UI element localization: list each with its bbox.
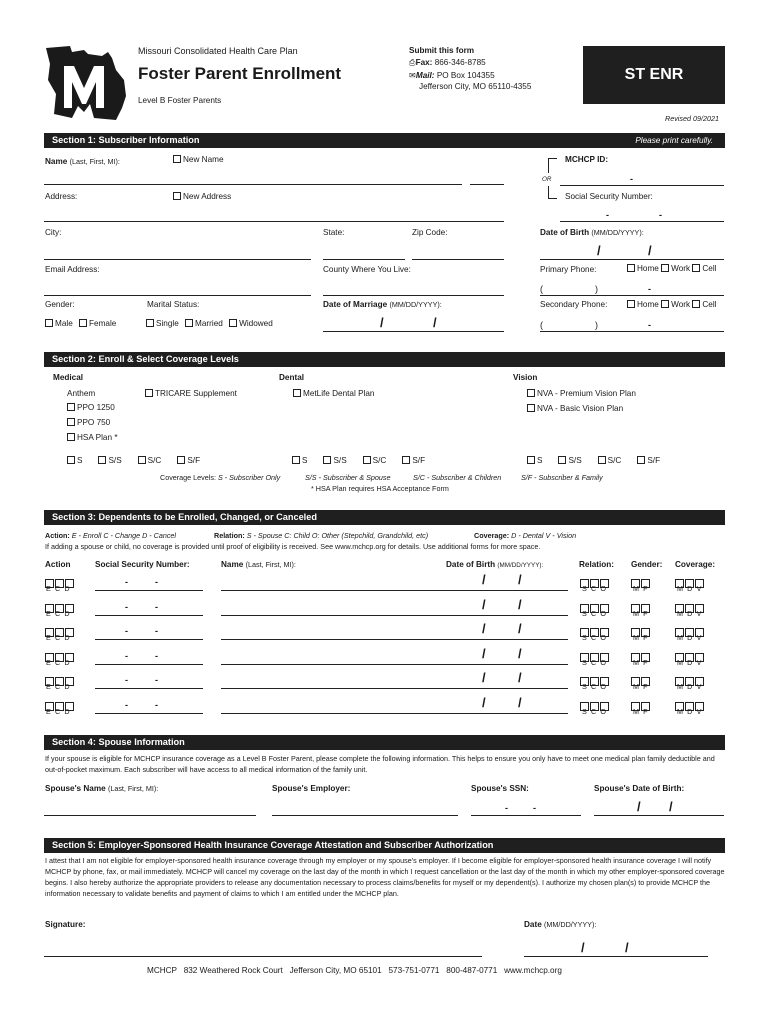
gender-label: Gender: <box>45 300 75 309</box>
dependent-name-line[interactable] <box>221 590 475 591</box>
dependent-ssn-line[interactable] <box>95 590 203 591</box>
spouse-ssn-line[interactable] <box>471 815 581 816</box>
col-action: Action <box>45 560 71 569</box>
signature-line[interactable] <box>44 956 482 957</box>
action-letters: ECD <box>46 609 74 618</box>
action-letters: ECD <box>46 682 74 691</box>
col-dob: Date of Birth (MM/DD/YYYY): <box>446 560 544 569</box>
relation-letters: SCO <box>582 658 611 667</box>
dependent-name-line[interactable] <box>221 639 475 640</box>
dependent-ssn-line[interactable] <box>95 688 203 689</box>
ssn-label: Social Security Number: <box>565 192 653 201</box>
col-name: Name (Last, First, MI): <box>221 560 296 569</box>
or-label: OR <box>542 176 552 183</box>
primary-phone-type[interactable]: Home Work Cell <box>627 264 716 273</box>
gender-letters: MF <box>633 658 652 667</box>
email-label: Email Address: <box>45 265 100 274</box>
address-line[interactable] <box>44 221 504 222</box>
mchcp-id-label: MCHCP ID: <box>565 155 609 164</box>
coverage-letters: MDV <box>677 584 706 593</box>
relation-letters: SCO <box>582 682 611 691</box>
form-code-box <box>583 46 725 104</box>
action-letters: ECD <box>46 707 74 716</box>
dependent-row: ECD - - / / SCO MF MDV <box>46 621 706 642</box>
coverage-letters: MDV <box>677 707 706 716</box>
coverage-letters: MDV <box>677 682 706 691</box>
nva-premium-checkbox[interactable]: NVA - Premium Vision Plan <box>527 389 636 398</box>
zip-line[interactable] <box>412 259 504 260</box>
spouse-dob-label: Spouse's Date of Birth: <box>594 784 685 793</box>
secondary-phone-field[interactable]: ( ) - <box>540 320 651 330</box>
signature-label: Signature: <box>45 920 86 929</box>
primary-phone-field[interactable]: ( ) - <box>540 284 651 294</box>
vision-levels[interactable]: S S/S S/C S/F <box>527 456 660 465</box>
action-letters: ECD <box>46 584 74 593</box>
dependent-dob-line[interactable] <box>446 639 568 640</box>
medical-levels[interactable]: S S/S S/C S/F <box>67 456 200 465</box>
gender-options[interactable]: Male Female <box>45 319 116 328</box>
coverage-legend: Coverage: D - Dental V - Vision <box>474 531 577 540</box>
medical-label: Medical <box>53 373 84 382</box>
gender-letters: MF <box>633 584 652 593</box>
section1-header: Section 1: Subscriber Information Please print carefully. <box>44 133 725 148</box>
section3-header: Section 3: Dependents to be Enrolled, Changed, or Canceled <box>44 510 725 525</box>
dental-label: Dental <box>279 373 305 382</box>
form-subtitle: Level B Foster Parents <box>138 96 222 105</box>
dom-label: Date of Marriage (MM/DD/YYYY): <box>323 300 442 309</box>
gender-letters: MF <box>633 633 652 642</box>
date-line[interactable] <box>524 956 708 957</box>
spouse-name-label: Spouse's Name (Last, First, MI): <box>45 784 159 793</box>
mchcp-id-line[interactable] <box>560 185 724 186</box>
dependent-ssn-line[interactable] <box>95 664 203 665</box>
revised-date: Revised 09/2021 <box>665 114 719 123</box>
col-relation: Relation: <box>579 560 615 569</box>
gender-letters: MF <box>633 682 652 691</box>
dependent-dob-line[interactable] <box>446 590 568 591</box>
state-label: State: <box>323 228 345 237</box>
spouse-employer-line[interactable] <box>272 815 458 816</box>
ssn-line[interactable] <box>560 221 724 222</box>
dependent-row: ECD - - / / SCO MF MDV <box>46 695 706 716</box>
relation-legend: Relation: S - Spouse C: Child O: Other (Stepchild, Grandchild, etc) <box>214 531 429 540</box>
relation-letters: SCO <box>582 633 611 642</box>
zip-label: Zip Code: <box>412 228 448 237</box>
mail-city: Jefferson City, MO 65110-4355 <box>419 82 532 91</box>
ppo750-checkbox[interactable]: PPO 750 <box>67 418 110 427</box>
name-mi-line[interactable] <box>470 184 504 185</box>
mchcp-logo <box>44 44 130 122</box>
dom-line[interactable] <box>323 331 504 332</box>
col-ssn: Social Security Number: <box>95 560 190 569</box>
dependent-row: ECD - - / / SCO MF MDV <box>46 670 706 691</box>
marital-options[interactable]: Single Married Widowed <box>146 319 273 328</box>
hsa-checkbox[interactable]: HSA Plan * <box>67 433 118 442</box>
col-gender: Gender: <box>631 560 663 569</box>
attestation-text: I attest that I am not eligible for employer-sponsored health insurance coverage through my employer or my spouse's employer. If I become eligible for employer-sponsored health insurance coverage I will notify MCHCP by phone, fax, or mail immediately. MCHCP will cancel my coverage on the last day of the month in which I request cancellation or the last day of the month in which my other employer-sponsored coverage begins. I also hereby authorize the appropriate providers to release any documentation necessary to process claims/benefits for myself or my dependent(s). I authorize my chosen plan(s) to provide MCHCP the information necessary to validate benefits and payment of claims to which I am entitled under the MCHCP plan. <box>45 856 725 898</box>
county-label: County Where You Live: <box>323 265 411 274</box>
cl-sf: S/F - Subscriber & Family <box>521 473 603 482</box>
submit-title: Submit this form <box>409 46 475 55</box>
secondary-phone-label: Secondary Phone: <box>540 300 608 309</box>
dependent-row: ECD - - / / SCO MF MDV <box>46 572 706 593</box>
spouse-text: If your spouse is eligible for MCHCP insurance coverage as a Level B Foster Parent, please complete the following information. This helps to ensure you only have to meet one medical plan family deductible and out-of-pocket maximum. Each subscriber will have access to all medical information of the family unit. <box>45 754 715 774</box>
coverage-letters: MDV <box>677 633 706 642</box>
dependent-name-line[interactable] <box>221 688 475 689</box>
dependent-dob-line[interactable] <box>446 615 568 616</box>
metlife-checkbox[interactable]: MetLife Dental Plan <box>293 389 374 398</box>
secondary-phone-type[interactable]: Home Work Cell <box>627 300 716 309</box>
coverage-letters: MDV <box>677 658 706 667</box>
dob-label: Date of Birth (MM/DD/YYYY): <box>540 228 644 237</box>
relation-letters: SCO <box>582 609 611 618</box>
printer-icon: ⎙ <box>409 58 416 67</box>
ppo1250-checkbox[interactable]: PPO 1250 <box>67 403 115 412</box>
dependent-name-line[interactable] <box>221 713 475 714</box>
action-legend: Action: E - Enroll C - Change D - Cancel <box>45 531 177 540</box>
print-note: Please print carefully. <box>635 136 713 145</box>
date-label: Date (MM/DD/YYYY): <box>524 920 597 929</box>
dependent-dob-line[interactable] <box>446 688 568 689</box>
relation-letters: SCO <box>582 584 611 593</box>
email-line[interactable] <box>44 295 311 296</box>
fax-line: ⎙Fax: 866-346-8785 <box>409 58 486 67</box>
primary-phone-label: Primary Phone: <box>540 265 597 274</box>
tricare-checkbox[interactable]: TRICARE Supplement <box>145 389 237 398</box>
marital-label: Marital Status: <box>147 300 200 309</box>
form-code: ST ENR <box>624 66 684 83</box>
org-name: Missouri Consolidated Health Care Plan <box>138 46 298 56</box>
dob-line[interactable] <box>540 259 724 260</box>
action-letters: ECD <box>46 658 74 667</box>
dental-levels[interactable]: S S/S S/C S/F <box>292 456 425 465</box>
footer-text: MCHCP 832 Weathered Rock Court Jefferson City, MO 65101 573-751-0771 800-487-0771 www.mchcp.org <box>147 966 562 975</box>
hsa-note: * HSA Plan requires HSA Acceptance Form <box>311 484 449 493</box>
name-line[interactable] <box>44 184 462 185</box>
dependents-note: If adding a spouse or child, no coverage is provided until proof of eligibility is received. See www.mchcp.org for details. Use additional forms for more space. <box>45 542 541 551</box>
action-letters: ECD <box>46 633 74 642</box>
spouse-ssn-label: Spouse's SSN: <box>471 784 529 793</box>
anthem-label: Anthem <box>67 389 96 398</box>
dependent-row: ECD - - / / SCO MF MDV <box>46 597 706 618</box>
cl-sc: S/C - Subscriber & Children <box>413 473 502 482</box>
new-address-checkbox[interactable]: New Address <box>173 192 231 201</box>
dependent-dob-line[interactable] <box>446 713 568 714</box>
form-title: Foster Parent Enrollment <box>138 64 342 83</box>
city-label: City: <box>45 228 62 237</box>
section2-header: Section 2: Enroll & Select Coverage Levels <box>44 352 725 367</box>
section4-header: Section 4: Spouse Information <box>44 735 725 750</box>
address-label: Address: <box>45 192 78 201</box>
spouse-name-line[interactable] <box>44 815 256 816</box>
dependent-name-line[interactable] <box>221 664 475 665</box>
county-line[interactable] <box>323 295 504 296</box>
dependent-name-line[interactable] <box>221 615 475 616</box>
coverage-letters: MDV <box>677 609 706 618</box>
col-coverage: Coverage: <box>675 560 716 569</box>
spouse-employer-label: Spouse's Employer: <box>272 784 351 793</box>
city-line[interactable] <box>44 259 311 260</box>
gender-letters: MF <box>633 609 652 618</box>
new-name-checkbox[interactable]: New Name <box>173 155 224 164</box>
dependent-ssn-line[interactable] <box>95 615 203 616</box>
coverage-levels-legend: Coverage Levels: S - Subscriber Only <box>160 473 281 482</box>
mail-line: ✉Mail: PO Box 104355 <box>409 71 495 80</box>
dependent-ssn-line[interactable] <box>95 713 203 714</box>
nva-basic-checkbox[interactable]: NVA - Basic Vision Plan <box>527 404 623 413</box>
dependent-dob-line[interactable] <box>446 664 568 665</box>
cl-ss: S/S - Subscriber & Spouse <box>305 473 391 482</box>
gender-letters: MF <box>633 707 652 716</box>
dependent-ssn-line[interactable] <box>95 639 203 640</box>
state-line[interactable] <box>323 259 405 260</box>
dependent-row: ECD - - / / SCO MF MDV <box>46 646 706 667</box>
vision-label: Vision <box>513 373 538 382</box>
name-label: Name (Last, First, MI): <box>45 157 120 166</box>
spouse-dob-line[interactable] <box>594 815 724 816</box>
section5-header: Section 5: Employer-Sponsored Health Insurance Coverage Attestation and Subscriber Authorization <box>44 838 725 853</box>
mail-icon: ✉ <box>409 71 416 80</box>
relation-letters: SCO <box>582 707 611 716</box>
